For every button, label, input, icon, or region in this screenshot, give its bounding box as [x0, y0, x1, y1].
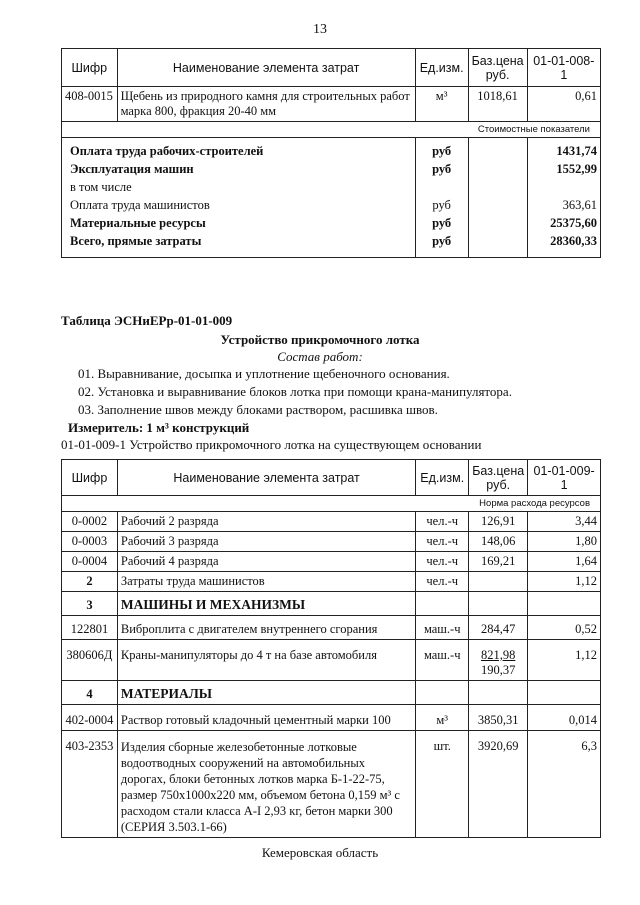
row-unit: м³: [415, 87, 468, 122]
row-value: [528, 592, 601, 616]
summary-name: Оплата труда рабочих-строителей: [70, 144, 264, 158]
header-code: Шифр: [62, 460, 118, 496]
header-unit: Ед.изм.: [415, 49, 468, 87]
page-number: 13: [313, 22, 327, 37]
works-title: Состав работ:: [277, 349, 363, 364]
work-item: 01. Выравнивание, досыпка и уплотнение щебеночного основания.: [78, 366, 450, 381]
resource-table: [61, 459, 601, 838]
table-row: [62, 532, 601, 552]
row-name: Рабочий 4 разряда: [117, 552, 415, 572]
row-value: 1,12: [528, 572, 601, 592]
row-price: 169,21: [469, 552, 528, 572]
row-code: 408-0015: [62, 87, 118, 122]
row-value: 0,014: [528, 705, 601, 731]
summary-value: 1431,74: [556, 144, 597, 158]
row-name: МАТЕРИАЛЫ: [117, 681, 415, 705]
row-code: 0-0004: [62, 552, 118, 572]
row-value: 0,52: [528, 616, 601, 640]
work-item: 03. Заполнение швов между блоками раствором, расшивка швов.: [78, 402, 438, 417]
row-name: Рабочий 2 разряда: [117, 512, 415, 532]
table-row: [62, 87, 601, 122]
row-name: Затраты труда машинистов: [117, 572, 415, 592]
row-value: 1,12: [528, 640, 601, 681]
summary-name: Материальные ресурсы: [70, 216, 206, 230]
cost-table-1: [61, 48, 601, 258]
row-unit: [416, 681, 469, 705]
summary-name: в том числе: [70, 180, 132, 194]
header-code: Шифр: [62, 49, 118, 87]
header-norm: 01-01-009-1: [528, 460, 601, 496]
summary-unit: руб: [432, 144, 452, 158]
row-unit: маш.-ч: [416, 640, 469, 681]
table-title: Таблица ЭСНиЕРр-01-01-009: [61, 313, 233, 328]
summary-value: 1552,99: [556, 162, 597, 176]
row-unit: чел.-ч: [416, 512, 469, 532]
summary-unit: руб: [432, 234, 452, 248]
section-heading: Устройство прикромочного лотка: [220, 332, 420, 347]
row-name: Краны-манипуляторы до 4 т на базе автомобиля: [117, 640, 415, 681]
row-code: 2: [62, 572, 118, 592]
row-price: 3920,69: [469, 731, 528, 838]
row-value: 0,61: [527, 87, 600, 122]
row-code: 380606Д: [62, 640, 118, 681]
row-price: 821,98: [481, 648, 516, 662]
row-code: 3: [62, 592, 118, 616]
row-unit: чел.-ч: [416, 532, 469, 552]
table-row: [62, 681, 601, 705]
row-value: 3,44: [528, 512, 601, 532]
row-name: МАШИНЫ И МЕХАНИЗМЫ: [117, 592, 415, 616]
table-row: [62, 616, 601, 640]
summary-value: [531, 178, 597, 196]
summary-name: Оплата труда машинистов: [70, 198, 210, 212]
meter-line: Измеритель: 1 м³ конструкций: [68, 420, 250, 435]
header-unit: Ед.изм.: [416, 460, 469, 496]
summary-unit: [419, 178, 465, 196]
summary-unit: руб: [432, 216, 452, 230]
row-unit: маш.-ч: [416, 616, 469, 640]
row-name: Щебень из природного камня для строительных работ марка 800, фракция 20-40 мм: [117, 87, 415, 122]
row-code: 4: [62, 681, 118, 705]
header-price: Баз.цена руб.: [469, 460, 528, 496]
row-name: Изделия сборные железобетонные лотковые водоотводных сооружений на автомобильных дорогах, блоки бетонных лотков марка Б-1-22-75, размер 750x1000x220 мм, объемом бетона 0,159 м³ с расходом стали класса А-I 2,93 кг, бетон марки 300 (СЕРИЯ 3.503.1-66): [117, 731, 415, 838]
row-name: Виброплита с двигателем внутреннего сгорания: [117, 616, 415, 640]
table-row: [62, 705, 601, 731]
row-value: 1,80: [528, 532, 601, 552]
table-row: [62, 552, 601, 572]
table-row: [62, 640, 601, 681]
table-row: [62, 572, 601, 592]
row-value: 6,3: [528, 731, 601, 838]
header-name: Наименование элемента затрат: [117, 460, 415, 496]
summary-value: 28360,33: [550, 234, 597, 248]
table-row: [62, 512, 601, 532]
summary-name: Эксплуатация машин: [70, 162, 194, 176]
summary-value: 363,61: [562, 198, 597, 212]
summary-value: 25375,60: [550, 216, 597, 230]
row-unit: [416, 592, 469, 616]
row-price: [469, 592, 528, 616]
row-price: [469, 572, 528, 592]
row-price: 148,06: [469, 532, 528, 552]
summary-unit: руб: [432, 162, 452, 176]
row-price: 1018,61: [468, 87, 527, 122]
table-row: [62, 731, 601, 838]
row-price-secondary: 190,37: [481, 663, 516, 677]
row-unit: шт.: [416, 731, 469, 838]
row-code: 0-0003: [62, 532, 118, 552]
row-unit: м³: [416, 705, 469, 731]
work-item: 02. Установка и выравнивание блоков лотка при помощи крана-манипулятора.: [78, 384, 512, 399]
code-line: 01-01-009-1 Устройство прикромочного лотка на существующем основании: [61, 437, 482, 452]
row-value: [528, 681, 601, 705]
table-row: [62, 592, 601, 616]
header-norm: 01-01-008-1: [527, 49, 600, 87]
row-price: [469, 681, 528, 705]
summary-unit: руб: [432, 198, 451, 212]
row-price: 3850,31: [469, 705, 528, 731]
row-name: Рабочий 3 разряда: [117, 532, 415, 552]
section-label: Стоимостные показатели: [62, 122, 601, 138]
summary-name: Всего, прямые затраты: [70, 234, 202, 248]
header-price: Баз.цена руб.: [468, 49, 527, 87]
row-name: Раствор готовый кладочный цементный марки 100: [117, 705, 415, 731]
row-unit: чел.-ч: [416, 552, 469, 572]
row-code: 122801: [62, 616, 118, 640]
row-code: 402-0004: [62, 705, 118, 731]
row-code: 403-2353: [62, 731, 118, 838]
header-name: Наименование элемента затрат: [117, 49, 415, 87]
row-code: 0-0002: [62, 512, 118, 532]
row-price: 284,47: [469, 616, 528, 640]
row-price: 126,91: [469, 512, 528, 532]
row-value: 1,64: [528, 552, 601, 572]
row-unit: чел.-ч: [416, 572, 469, 592]
footer-region: Кемеровская область: [261, 845, 379, 860]
section-label: Норма расхода ресурсов: [62, 496, 601, 512]
